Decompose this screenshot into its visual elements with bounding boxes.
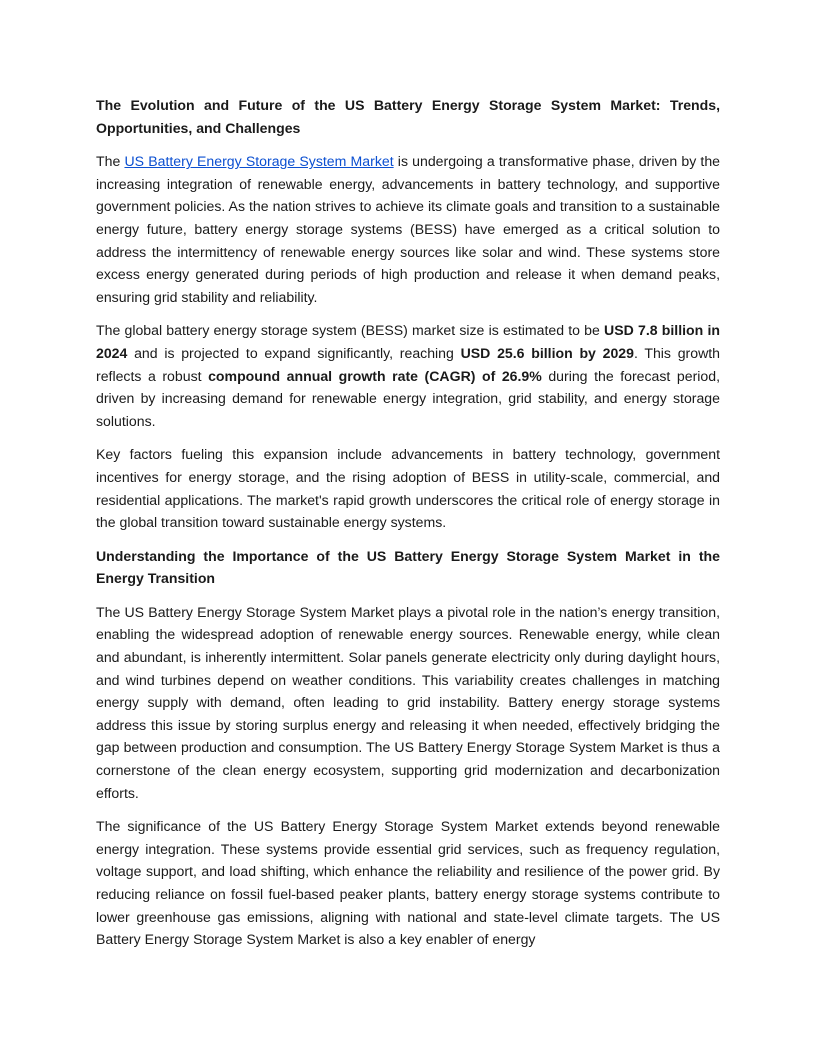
- market-size-2029: USD 25.6 billion by 2029: [460, 344, 634, 361]
- market-link[interactable]: US Battery Energy Storage System Market: [124, 153, 394, 170]
- intro-text-start: The: [96, 153, 125, 170]
- market-size-text-4: during the forecast period, driven by increasing demand for renewable energy integration, grid stability, and energy storage solutions.: [96, 367, 720, 429]
- document-title: The Evolution and Future of the US Battery Energy Storage System Market: Trends, Opportunities, and Challenges: [96, 97, 720, 136]
- market-size-text-2: and is projected to expand significantly, reaching: [127, 344, 461, 361]
- significance-paragraph: The significance of the US Battery Energy Storage System Market extends beyond renewable energy integration. These systems provide essential grid services, such as frequency regulation, voltage support, and load shifting, which enhance the reliability and resilience of the power grid. By reducing reliance on fossil fuel-based peaker plants, battery energy storage systems contribute to lower greenhouse gas emissions, aligning with national and state-level climate targets. The US Battery Energy Storage System Market is also a key enabler of energy: [96, 818, 720, 948]
- intro-paragraph: [96, 150, 720, 308]
- importance-paragraph: The US Battery Energy Storage System Market plays a pivotal role in the nation’s energy transition, enabling the widespread adoption of renewable energy sources. Renewable energy, while clean and abundant, is inherently intermittent. Solar panels generate electricity only during daylight hours, and wind turbines depend on weather conditions. This variability creates challenges in matching energy supply with demand, often leading to grid instability. Battery energy storage systems address this issue by storing surplus energy and releasing it when needed, effectively bridging the gap between production and consumption. The US Battery Energy Storage System Market is thus a cornerstone of the clean energy ecosystem, supporting grid modernization and decarbonization efforts.: [96, 603, 720, 801]
- market-size-text-3: . This growth reflects a robust: [96, 344, 721, 384]
- section-heading: Understanding the Importance of the US Battery Energy Storage System Market in the Energy Transition: [96, 547, 720, 587]
- market-size-text-1: The global battery energy storage system (BESS) market size is estimated to be: [96, 322, 605, 339]
- market-size-paragraph: [96, 319, 720, 432]
- cagr-value: compound annual growth rate (CAGR) of 26.9%: [208, 367, 542, 384]
- intro-text-rest: is undergoing a transformative phase, driven by the increasing integration of renewable energy, advancements in battery technology, and supportive government policies. As the nation strives to achieve its climate goals and transition to a sustainable energy future, battery energy storage systems (BESS) have emerged as a critical solution to address the intermittency of renewable energy sources like solar and wind. These systems store excess energy generated during periods of high production and release it when demand peaks, ensuring grid stability and reliability.: [96, 153, 721, 305]
- document-page: [96, 94, 720, 962]
- market-size-2024: USD 7.8 billion in 2024: [96, 322, 720, 361]
- key-factors-paragraph: Key factors fueling this expansion include advancements in battery technology, government incentives for energy storage, and the rising adoption of BESS in utility-scale, commercial, and residential applications. The market's rapid growth underscores the critical role of energy storage in the global transition toward sustainable energy systems.: [96, 446, 720, 531]
